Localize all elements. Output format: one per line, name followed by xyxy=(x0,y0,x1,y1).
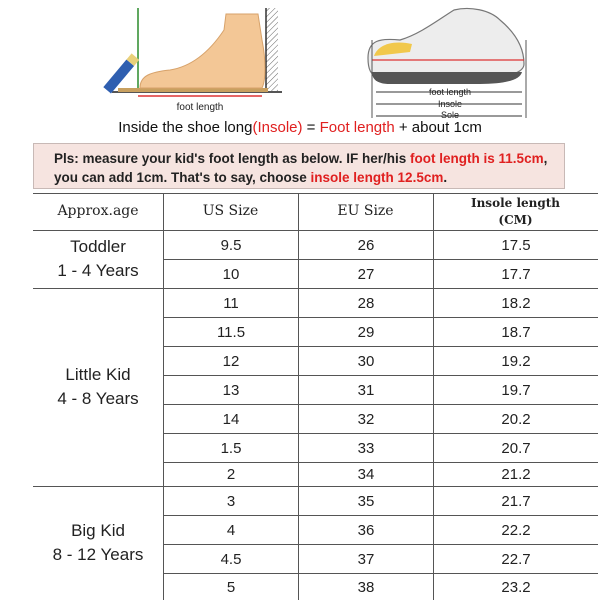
measurement-note xyxy=(33,143,565,189)
eu-size-cell: 26 xyxy=(357,237,375,254)
header-insole-unit: (CM) xyxy=(498,213,533,227)
insole-length-cell: 20.2 xyxy=(501,411,531,428)
insole-length-cell: 17.7 xyxy=(501,266,531,283)
caption-suffix: + about 1cm xyxy=(394,119,482,136)
eu-size-cell: 36 xyxy=(357,522,375,539)
age-group-toddler xyxy=(33,235,163,283)
eu-size-cell: 33 xyxy=(357,440,375,457)
insole-length-cell: 18.7 xyxy=(501,324,531,341)
header-insole-title: Insole length xyxy=(470,196,561,210)
insole-length-cell: 21.2 xyxy=(501,466,531,483)
insole-length-cell: 20.7 xyxy=(501,440,531,457)
age-group-big-kid xyxy=(33,519,163,567)
us-size-cell: 14 xyxy=(222,411,240,428)
eu-size-cell: 34 xyxy=(357,466,375,483)
row-divider xyxy=(163,404,598,405)
us-size-cell: 5 xyxy=(226,579,236,596)
insole-formula-caption xyxy=(0,119,600,136)
caption-prefix: Inside the shoe long xyxy=(118,119,253,136)
group-divider xyxy=(33,288,598,289)
group-divider xyxy=(33,486,598,487)
us-size-cell: 11.5 xyxy=(216,324,246,341)
table-header-divider xyxy=(33,230,598,231)
note-text-1: Pls: measure your kid's foot length as below. IF her/his xyxy=(54,151,411,166)
age-group-little-kid xyxy=(33,363,163,411)
age-group-range: 4 - 8 Years xyxy=(57,389,139,408)
table-border-top xyxy=(33,193,598,194)
us-size-cell: 9.5 xyxy=(220,237,242,254)
eu-size-cell: 35 xyxy=(357,493,375,510)
row-divider xyxy=(163,375,598,376)
us-size-cell: 13 xyxy=(222,382,240,399)
caption-equals: = xyxy=(302,119,320,136)
eu-size-cell: 28 xyxy=(357,295,375,312)
us-size-cell: 4 xyxy=(226,522,236,539)
eu-size-cell: 27 xyxy=(357,266,375,283)
eu-size-cell: 29 xyxy=(357,324,375,341)
insole-length-cell: 18.2 xyxy=(501,295,531,312)
insole-length-cell: 22.2 xyxy=(501,522,531,539)
row-divider xyxy=(163,433,598,434)
shoe-insole-label: Insole xyxy=(437,99,463,109)
insole-length-cell: 21.7 xyxy=(501,493,531,510)
note-text-2: , you can add 1cm. That's to say, choose xyxy=(54,151,548,185)
column-divider xyxy=(433,193,434,600)
column-divider xyxy=(163,193,164,600)
us-size-cell: 12 xyxy=(222,353,240,370)
age-group-name: Little Kid xyxy=(65,365,131,384)
header-eu-size: EU Size xyxy=(337,203,394,219)
size-chart-table xyxy=(33,193,598,600)
caption-foot-length: Foot length xyxy=(319,119,395,136)
row-divider xyxy=(163,544,598,545)
age-group-range: 8 - 12 Years xyxy=(52,545,144,564)
shoe-section-diagram xyxy=(368,8,526,118)
header-age: Approx.age xyxy=(57,203,139,219)
row-divider xyxy=(163,573,598,574)
note-insole-length: insole length 12.5cm xyxy=(310,170,444,185)
row-divider xyxy=(163,346,598,347)
insole-length-cell: 17.5 xyxy=(501,237,531,254)
insole-length-cell: 22.7 xyxy=(501,551,531,568)
caption-insole: (Insole) xyxy=(252,119,303,136)
foot-length-label: foot length xyxy=(176,102,224,113)
us-size-cell: 4.5 xyxy=(220,551,242,568)
eu-size-cell: 31 xyxy=(357,382,375,399)
header-insole-length xyxy=(433,195,598,229)
eu-size-cell: 38 xyxy=(357,579,375,596)
us-size-cell: 11 xyxy=(223,295,239,312)
row-divider xyxy=(163,259,598,260)
us-size-cell: 2 xyxy=(226,466,236,483)
row-divider xyxy=(163,515,598,516)
shoe-sole-label: Sole xyxy=(440,110,460,118)
foot-measure-diagram xyxy=(103,8,282,113)
age-group-name: Big Kid xyxy=(71,521,125,540)
note-foot-length: foot length is 11.5cm xyxy=(410,151,544,166)
insole-length-cell: 19.2 xyxy=(501,353,531,370)
eu-size-cell: 30 xyxy=(357,353,375,370)
age-group-range: 1 - 4 Years xyxy=(57,261,139,280)
us-size-cell: 3 xyxy=(226,493,236,510)
us-size-cell: 1.5 xyxy=(220,440,242,457)
us-size-cell: 10 xyxy=(222,266,240,283)
eu-size-cell: 37 xyxy=(357,551,375,568)
insole-length-cell: 19.7 xyxy=(501,382,531,399)
shoe-foot-length-label: foot length xyxy=(428,87,472,97)
header-us-size: US Size xyxy=(202,203,259,219)
row-divider xyxy=(163,317,598,318)
insole-length-cell: 23.2 xyxy=(501,579,531,596)
column-divider xyxy=(298,193,299,600)
note-text-3: . xyxy=(443,170,448,185)
eu-size-cell: 32 xyxy=(357,411,375,428)
measurement-illustration xyxy=(0,0,600,118)
row-divider xyxy=(163,462,598,463)
age-group-name: Toddler xyxy=(70,237,126,256)
